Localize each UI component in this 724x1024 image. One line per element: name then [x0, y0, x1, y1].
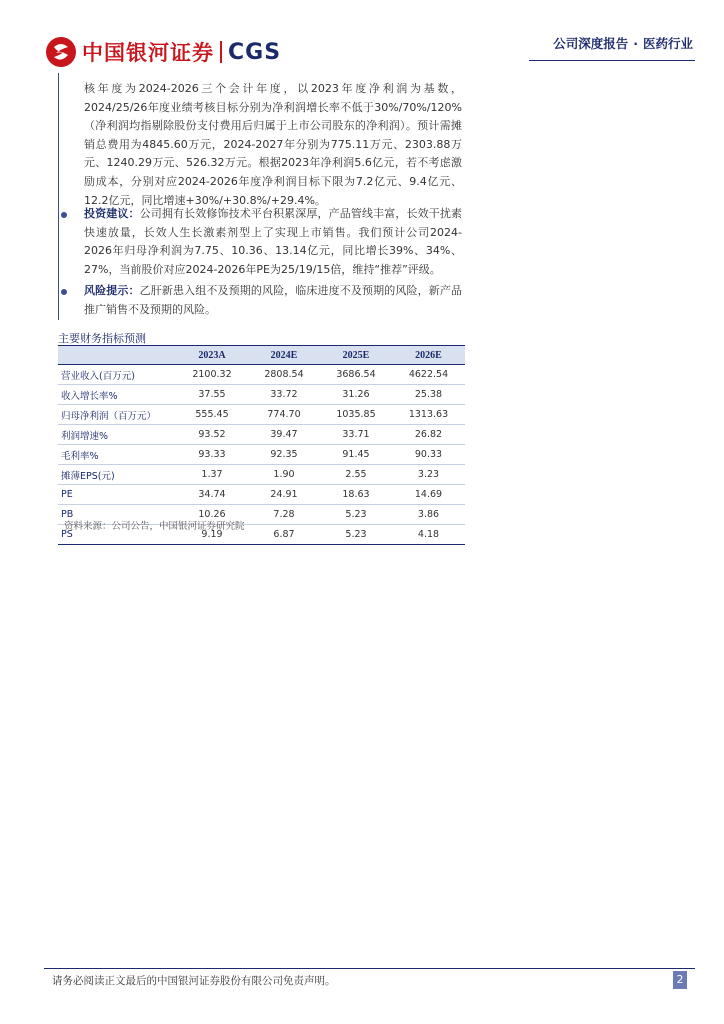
section-left-rule	[58, 73, 59, 320]
table-cell: 33.71	[320, 425, 392, 445]
logo-english-name: CGS	[228, 39, 282, 65]
table-cell: 2100.32	[176, 365, 248, 385]
table-cell: 3686.54	[320, 365, 392, 385]
table-cell: 91.45	[320, 445, 392, 465]
bullet-dot	[61, 289, 67, 295]
table-cell: 4.18	[392, 525, 465, 545]
investment-advice	[84, 205, 462, 279]
report-category	[553, 34, 693, 52]
cgs-logo-icon	[44, 35, 78, 69]
table-cell: 31.26	[320, 385, 392, 405]
table-cell: 93.33	[176, 445, 248, 465]
table-source-note: 资料来源：公司公告，中国银河证券研究院	[64, 521, 245, 532]
row-label: 营业收入(百万元)	[58, 365, 176, 385]
table-cell: 9.19	[176, 525, 248, 545]
table-cell: 33.72	[248, 385, 320, 405]
table-header-row	[58, 346, 465, 365]
table-row	[58, 465, 465, 485]
table-cell: 25.38	[392, 385, 465, 405]
table-cell: 24.91	[248, 485, 320, 505]
table-title: 主要财务指标预测	[58, 332, 146, 345]
table-row	[58, 445, 465, 465]
table-cell: 6.87	[248, 525, 320, 545]
table-cell: 3.23	[392, 465, 465, 485]
table-cell: 4622.54	[392, 365, 465, 385]
table-cell: 555.45	[176, 405, 248, 425]
table-cell: 5.23	[320, 525, 392, 545]
table-row	[58, 405, 465, 425]
row-label: PE	[58, 485, 176, 505]
table-cell: 90.33	[392, 445, 465, 465]
table-cell: 1313.63	[392, 405, 465, 425]
industry-label: 医药行业	[642, 36, 693, 51]
logo-separator	[220, 41, 222, 63]
table-cell: 1035.85	[320, 405, 392, 425]
risk-warning-label: 风险提示：	[84, 284, 140, 297]
table-cell: 3.86	[392, 505, 465, 525]
table-row	[58, 425, 465, 445]
table-row	[58, 485, 465, 505]
page-number: 2	[673, 971, 687, 989]
table-cell: 18.63	[320, 485, 392, 505]
separator-dot: ·	[633, 36, 638, 51]
report-type-label: 公司深度报告	[553, 36, 629, 51]
row-label: 归母净利润（百万元）	[58, 405, 176, 425]
header-rule	[529, 60, 695, 61]
row-label: 摊薄EPS(元)	[58, 465, 176, 485]
column-header: 2023A	[176, 346, 248, 365]
bullet-dot	[61, 212, 67, 218]
table-cell: 2.55	[320, 465, 392, 485]
table-cell: 5.23	[320, 505, 392, 525]
table-cell: 774.70	[248, 405, 320, 425]
investment-advice-text: 公司拥有长效修饰技术平台积累深厚，产品管线丰富，长效干扰素快速放量，长效人生长激素剂型上了实现上市销售。我们预计公司2024-2026年归母净利润为7.75、10.36、13.14亿元，同比增长39%、34%、27%，当前股价对应2024-2026年PE为25/19/15倍，维持“推荐”评级。	[84, 207, 463, 276]
brand-logo	[44, 36, 281, 68]
footer-rule	[44, 968, 695, 969]
table-cell: 10.26	[176, 505, 248, 525]
table-cell: 26.82	[392, 425, 465, 445]
column-header: 2024E	[248, 346, 320, 365]
table-cell: 34.74	[176, 485, 248, 505]
investment-advice-label: 投资建议：	[84, 207, 140, 220]
column-header	[58, 346, 176, 365]
table-row	[58, 385, 465, 405]
table-cell: 92.35	[248, 445, 320, 465]
row-label: 收入增长率%	[58, 385, 176, 405]
logo-chinese-name: 中国银河证券	[82, 41, 214, 65]
table-cell: 1.90	[248, 465, 320, 485]
incentive-text: 核年度为2024-2026三个会计年度，以2023年度净利润为基数，2024/25/26年度业绩考核目标分别为净利润增长率不低于30%/70%/120%（净利润均指剔除股份支付费用后归属于上市公司股东的净利润）。预计需摊销总费用为4845.60万元，2024-2027年分别为775.11万元、2303.88万元、1240.29万元、526.32万元。根据2023年净利润5.6亿元，若不考虑激励成本，分别对应2024-2026年度净利润目标下限为7.2亿元、9.4亿元、12.2亿元，同比增速+30%/+30.8%/+29.4%。	[84, 82, 462, 207]
row-label: PS	[58, 525, 176, 545]
table-cell: 2808.54	[248, 365, 320, 385]
table-cell: 7.28	[248, 505, 320, 525]
table-cell: 37.55	[176, 385, 248, 405]
row-label: 毛利率%	[58, 445, 176, 465]
table-cell: 1.37	[176, 465, 248, 485]
incentive-paragraph	[84, 80, 462, 210]
footer-disclaimer: 请务必阅读正文最后的中国银河证券股份有限公司免责声明。	[52, 975, 336, 987]
risk-warning	[84, 282, 462, 319]
row-label: PB	[58, 505, 176, 525]
column-header: 2025E	[320, 346, 392, 365]
page-header	[0, 0, 724, 78]
table-cell: 93.52	[176, 425, 248, 445]
row-label: 利润增速%	[58, 425, 176, 445]
table-row	[58, 365, 465, 385]
risk-warning-text: 乙肝新患入组不及预期的风险，临床进度不及预期的风险，新产品推广销售不及预期的风险。	[84, 284, 463, 316]
column-header: 2026E	[392, 346, 465, 365]
financial-forecast-table	[58, 345, 465, 545]
table-cell: 14.69	[392, 485, 465, 505]
table-cell: 39.47	[248, 425, 320, 445]
